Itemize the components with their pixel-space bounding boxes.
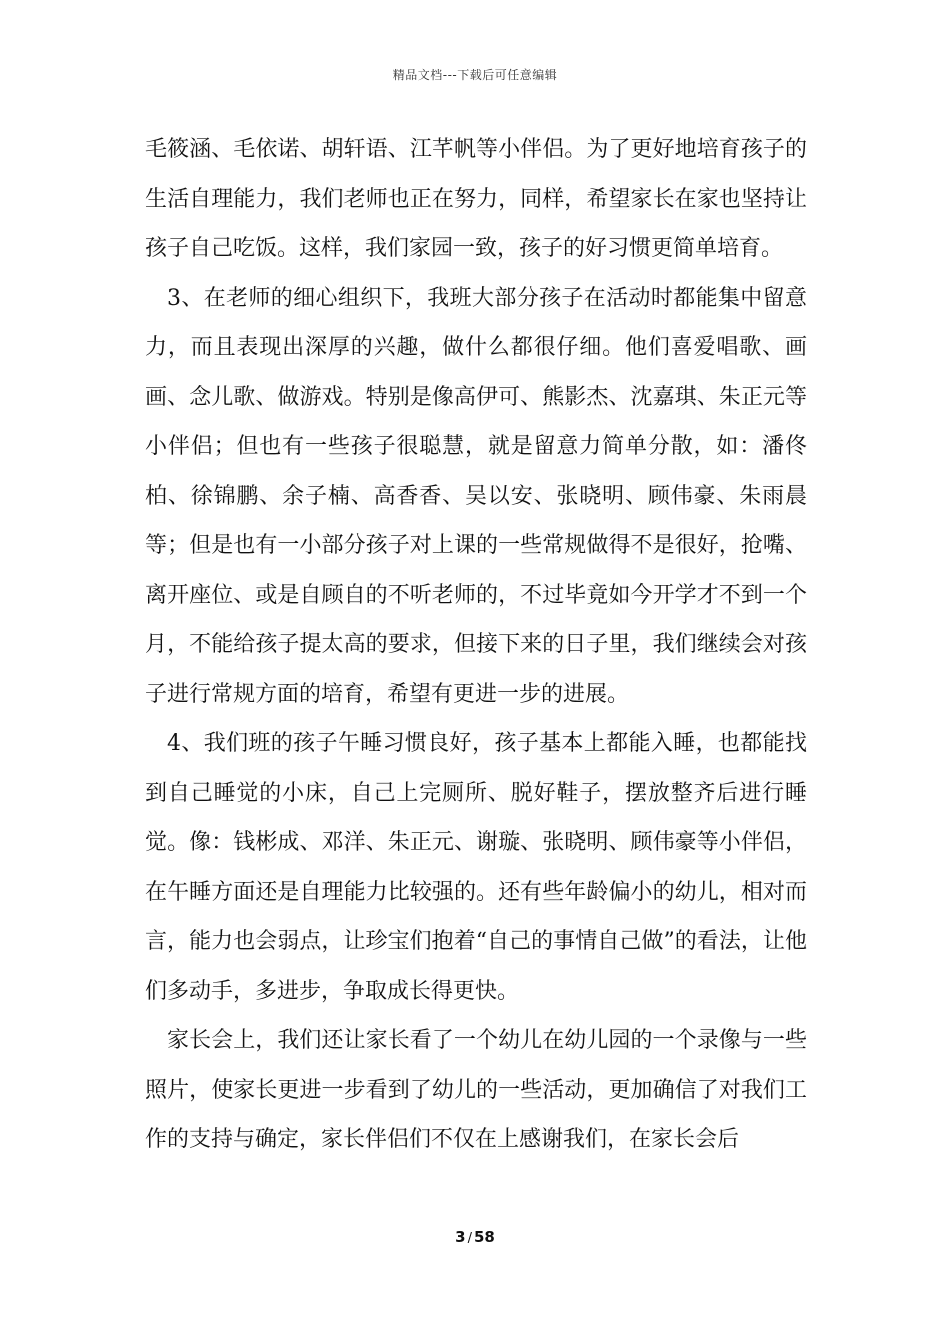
page-separator: /: [467, 1231, 472, 1246]
page-total: 58: [473, 1228, 495, 1246]
page-header: 精品文档---下载后可任意编辑: [392, 68, 558, 82]
page-number: [0, 1228, 950, 1246]
paragraph-item-3: 3、在老师的细心组织下，我班大部分孩子在活动时都能集中留意力，而且表现出深厚的兴趣，做什么都很仔细。他们喜爱唱歌、画画、念儿歌、做游戏。特别是像高伊可、熊影杰、沈嘉琪、朱正元等小伴侣；但也有一些孩子很聪慧，就是留意力简单分散，如：潘佟柏、徐锦鹏、余子楠、高香香、吴以安、张晓明、顾伟豪、朱雨晨等；但是也有一小部分孩子对上课的一些常规做得不是很好，抢嘴、离开座位、或是自顾自的不听老师的，不过毕竟如今开学才不到一个月，不能给孩子提太高的要求，但接下来的日子里，我们继续会对孩子进行常规方面的培育，希望有更进一步的进展。: [145, 285, 807, 707]
paragraph-parents-meeting: 家长会上，我们还让家长看了一个幼儿在幼儿园的一个录像与一些照片，使家长更进一步看到了幼儿的一些活动，更加确信了对我们工作的支持与确定，家长伴侣们不仅在上感谢我们，在家长会后: [145, 1028, 807, 1152]
paragraph-continuation: 毛筱涵、毛依诺、胡轩语、江芊帆等小伴侣。为了更好地培育孩子的生活自理能力，我们老师也正在努力，同样，希望家长在家也坚持让孩子自己吃饭。这样，我们家园一致，孩子的好习惯更简单培育。: [145, 137, 807, 261]
page-current: 3: [455, 1228, 466, 1246]
paragraph-item-4: 4、我们班的孩子午睡习惯良好，孩子基本上都能入睡，也都能找到自己睡觉的小床，自己上完厕所、脱好鞋子，摆放整齐后进行睡觉。像：钱彬成、邓洋、朱正元、谢璇、张晓明、顾伟豪等小伴侣，在午睡方面还是自理能力比较强的。还有些年龄偏小的幼儿，相对而言，能力也会弱点，让珍宝们抱着“自己的事情自己做”的看法，让他们多动手，多进步，争取成长得更快。: [145, 731, 807, 1004]
document-body: [145, 125, 807, 1165]
